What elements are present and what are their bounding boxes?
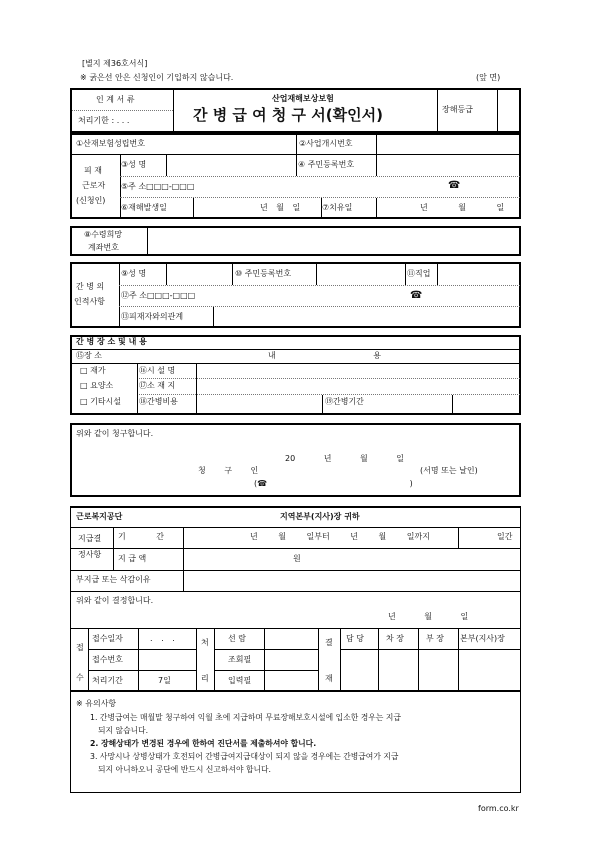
addressee: 지역본부(지사)장 귀하: [280, 512, 360, 521]
decision-statement: 위와 같이 결정합니다.: [76, 596, 154, 605]
review-label: 선 람: [228, 634, 246, 643]
claimant-section-2: 근로자: [82, 181, 106, 190]
option-other[interactable]: □ 기타시설: [80, 397, 122, 406]
account-label-2: 계좌번호: [88, 243, 119, 252]
claimant-section-1: 피 재: [84, 166, 102, 175]
sign-note: (서명 또는 날인): [420, 466, 478, 475]
amount-unit: 원: [293, 554, 301, 563]
head-deputy: 차 장: [386, 634, 404, 643]
claim-phone: (☎ ): [254, 479, 413, 488]
relation-label: ⑬피재자와의관계: [121, 312, 184, 321]
caregiver-section-1: 간 병 의: [76, 282, 105, 291]
caregiver-job-label: ⑪직업: [407, 269, 431, 278]
receipt-label-1: 접: [76, 643, 84, 652]
amount-label: 지 급 액: [118, 554, 147, 563]
caregiver-address-label: ⑫주 소□□□-□□□: [121, 291, 196, 300]
caregiver-phone-icon: ☎: [410, 290, 423, 301]
approval-label-1: 결: [325, 638, 333, 647]
rejection-label: 부지급 또는 삭감이유: [76, 575, 151, 584]
period-label: 기 간: [118, 532, 164, 541]
period-days: 일간: [497, 532, 513, 541]
receipt-date-label: 접수일자: [92, 634, 123, 643]
option-nursing[interactable]: □ 요양소: [80, 381, 114, 390]
receipt-date-dots: . . .: [150, 634, 175, 643]
claimant-name-label: ③성 명: [121, 160, 147, 169]
claimant-rrn-label: ④ 주민등록번호: [298, 160, 355, 169]
law-name: 산업재해보상보험: [272, 94, 334, 103]
decision-date: 년 월 일: [388, 612, 469, 621]
note-1: 1. 간병급여는 매월말 청구하여 익월 초에 지급하며 무료장해보호시설에 입소한 경우는 지급: [90, 713, 401, 722]
decision-label-2: 정사항: [78, 550, 102, 559]
care-cost-label: ⑱간병비용: [139, 397, 178, 406]
content-column-label: 내 용: [268, 351, 381, 360]
place-column-label: ⑮장 소: [76, 351, 102, 360]
care-period-label: ⑲간병기간: [325, 397, 364, 406]
receipt-label-2: 수: [76, 673, 84, 682]
decision-label-1: 지급결: [78, 534, 102, 543]
inheritance-docs: 인 계 서 류: [96, 95, 135, 104]
claim-date: 20 년 월 일: [285, 454, 404, 463]
receipt-number-label: 접수번호: [92, 655, 123, 664]
processing-deadline: 처리기한 : . . .: [78, 116, 130, 125]
claim-statement: 위와 같이 청구합니다.: [76, 429, 154, 438]
page-side: (앞 면): [476, 73, 501, 82]
head-staff: 담 당: [346, 634, 364, 643]
facility-location-label: ⑰소 재 지: [139, 381, 176, 390]
process-label-2: 리: [201, 674, 209, 683]
place-heading: 간 병 장 소 및 내 용: [76, 337, 147, 346]
note-3: 3. 사망시나 상병상태가 호전되어 간병급여지급대상이 되지 않을 경우에는 간병급여가 지급: [90, 752, 399, 761]
account-label-1: ⑧수령희망: [84, 230, 123, 239]
period-text: 년 월 일부터 년 월 일까지: [250, 532, 430, 541]
caregiver-rrn-label: ⑩ 주민등록번호: [235, 269, 292, 278]
page-title: 간 병 급 여 청 구 서(확인서): [193, 106, 383, 124]
option-home[interactable]: □ 재가: [80, 366, 106, 375]
disability-grade-label: 장해등급: [442, 105, 473, 114]
biz-registration-label: ①산재보험성립번호: [76, 139, 145, 148]
accident-date-value: 년 월 일: [260, 203, 301, 212]
footer-brand: form.co.kr: [478, 804, 519, 813]
inquiry-label: 조회필: [228, 655, 252, 664]
account-block: [70, 226, 521, 256]
agency-name: 근로복지공단: [76, 512, 123, 521]
caregiver-name-label: ⑨성 명: [121, 269, 147, 278]
facility-name-label: ⑯시 설 명: [139, 366, 176, 375]
cure-date-label: ⑦치유일: [322, 203, 353, 212]
process-label-1: 처: [201, 638, 209, 647]
claimant-address-label: ⑤주 소□□□-□□□: [121, 182, 195, 191]
processing-period-label: 처리기간: [92, 676, 123, 685]
head-director: 본부(지사)장: [460, 634, 505, 643]
form-number: [별지 제36호서식]: [82, 59, 148, 68]
approval-label-2: 재: [325, 674, 333, 683]
claimant-label: 청 구 인: [198, 466, 259, 475]
accident-date-label: ⑥재해발생일: [121, 203, 167, 212]
claimant-phone-icon: ☎: [448, 180, 461, 191]
cure-date-value: 년 월 일: [420, 203, 505, 212]
caregiver-section-2: 인적사항: [74, 297, 105, 306]
note-2: 2. 장해상태가 변경된 경우에 한하여 진단서를 제출하셔야 합니다.: [90, 739, 317, 748]
processing-days: 7일: [158, 676, 171, 685]
notice: ※ 굵은선 안은 신청인이 기입하지 않습니다.: [80, 73, 234, 82]
notes-title: ※ 유의사항: [76, 699, 117, 708]
claimant-section-3: (신청인): [76, 196, 106, 205]
note-3b: 되지 아니하오니 공단에 반드시 신고하셔야 합니다.: [98, 765, 272, 774]
input-label: 입력필: [228, 676, 252, 685]
biz-start-label: ②사업개시번호: [299, 139, 353, 148]
note-1b: 되지 않습니다.: [98, 726, 149, 735]
head-manager: 부 장: [426, 634, 444, 643]
